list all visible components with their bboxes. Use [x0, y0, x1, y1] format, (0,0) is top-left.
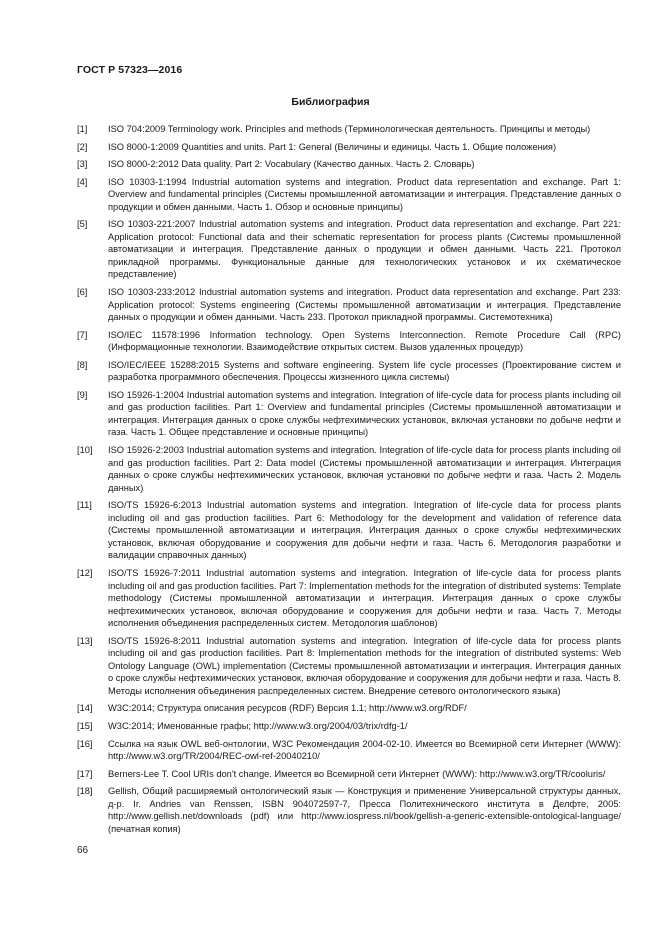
reference-number: [3]: [77, 159, 88, 170]
reference-number: [11]: [77, 500, 92, 511]
reference-entry: [77, 702, 621, 715]
reference-number: [1]: [77, 124, 88, 134]
reference-text: ISO/IEC 11578:1996 Information technology. Open Systems Interconnection. Remote Procedure Call (RPC) (Информационные технологии. Взаимодействие открытых систем. Вызов удаленных процедур): [108, 329, 621, 353]
reference-number: [5]: [77, 219, 88, 230]
reference-text: ISO 15926-1:2004 Industrial automation systems and integration. Integration of life-cycle data for process plants including oil and gas production facilities. Part 1: Overview and fundamental principles (Системы промышленной автоматизации и интеграция. Интеграция данных о сроке службы нефтехимических установок, включая установки по добыче нефти и газа. Часть 1. Общее представление и основные принципы): [108, 389, 621, 438]
reference-number: [13]: [77, 635, 93, 646]
reference-number: [9]: [77, 389, 88, 400]
reference-text: ISO 8000-1:2009 Quantities and units. Part 1: General (Величины и единицы. Часть 1. Общие положения): [108, 141, 557, 152]
reference-text: ISO 10303-221:2007 Industrial automation systems and integration. Product data representation and exchange. Part 221: Application protocol: Functional data and their schematic representation for process plants (Системы промышленной автоматизации и интеграция. Представление данных о продукции и обмен данными. Часть 221. Протокол прикладной программы. Функциональные данные для технологических установок и их схематическое представление): [108, 219, 621, 280]
reference-entry: [77, 567, 621, 630]
reference-text: Ссылка на язык OWL веб-онтологии, W3C Рекомендация 2004-02-10. Имеется во Всемирной сети Интернет (WWW): http://www.w3.org/TR/2004/REC-owl-ref-20040210/: [108, 738, 621, 762]
reference-entry: [77, 218, 621, 281]
reference-number: [14]: [77, 703, 93, 714]
reference-entry: [77, 635, 621, 698]
reference-text: ISO 10303-1:1994 Industrial automation systems and integration. Product data representation and exchange. Part 1: Overview and fundamental principles (Системы промышленной автоматизации и интеграция. Представление данных о продукции и обмен данными. Часть 1. Обзор и основные принципы): [108, 176, 621, 212]
section-title: Библиография: [291, 96, 370, 108]
reference-entry: [77, 785, 621, 835]
reference-entry: [77, 329, 621, 354]
reference-entry: [77, 738, 621, 763]
reference-number: [18]: [77, 786, 93, 797]
reference-text: Gellish, Общий расширяемый онтологический язык — Конструкция и применение Универсальной структуры данных, д-р. Ir. Andries van Renssen, ISBN 904072597-7, Пресса Политехнического института в Делфте, 2005: http://www.gellish.net/downloads (pdf) или http://www.iospress.nl/book/gellish-a-generic-extensible-ontological-language/ (печатная копия): [108, 786, 621, 834]
reference-text: ISO/TS 15926-7:2011 Industrial automation systems and integration. Integration of life-cycle data for process plants including oil and gas production facilities. Part 7: Implementation methods for the integration of distributed systems: Template methodology (Системы промышленной автоматизации и интеграция. Интеграция данных о сроке службы нефтехимических установок, включая оборудование и сооружения для добычи нефти и газа. Часть 7. Методы исполнения объединения распределенных систем. Методология шаблонов): [108, 567, 621, 629]
reference-entry: [77, 720, 621, 733]
reference-number: [8]: [77, 359, 88, 370]
reference-text: ISO/TS 15926-6:2013 Industrial automation systems and integration. Integration of life-cycle data for process plants including oil and gas production facilities. Part 6: Methodology for the development and validation of reference data (Системы промышленной автоматизации и интеграция. Интеграция данных о сроке службы нефтехимических установок, включая оборудование и сооружения для добычи нефти и газа. Часть 6. Методология разработки и валидации справочных данных): [108, 500, 621, 561]
reference-text: Berners-Lee T. Cool URIs don't change. Имеется во Всемирной сети Интернет (WWW): http://www.w3.org/TR/cooluris/: [108, 768, 606, 779]
reference-entry: [77, 444, 621, 494]
reference-text: ISO/IEC/IEEE 15288:2015 Systems and software engineering. System life cycle processes (Проектирование систем и разработка программного обеспечения. Процессы жизненного цикла системы): [108, 359, 621, 383]
reference-text: ISO 15926-2:2003 Industrial automation systems and integration. Integration of life-cycle data for process plants including oil and gas production facilities. Part 2: Data model (Системы промышленной автоматизации и интеграция. Интеграция данных о сроке службы нефтехимических установок, включая установки по добыче нефти и газа. Часть 2. Модель данных): [108, 445, 621, 493]
reference-number: [2]: [77, 141, 88, 152]
reference-entry: [77, 176, 621, 214]
reference-number: [15]: [77, 720, 93, 731]
reference-text: ISO 8000-2:2012 Data quality. Part 2: Vocabulary (Качество данных. Часть 2. Словарь): [108, 159, 475, 170]
reference-number: [4]: [77, 176, 88, 187]
reference-number: [6]: [77, 287, 88, 298]
reference-text: W3C:2014; Структура описания ресурсов (RDF) Версия 1.1; http://www.w3.org/RDF/: [108, 703, 467, 714]
reference-entry: [77, 286, 621, 324]
reference-number: [7]: [77, 329, 88, 340]
document-code: ГОСТ Р 57323—2016: [77, 64, 183, 76]
reference-entry: [77, 158, 621, 171]
reference-text: ISO/TS 15926-8:2011 Industrial automation systems and integration. Integration of life-cycle data for process plants including oil and gas production facilities. Part 8: Implementation methods for the integration of distributed systems: Web Ontology Language (OWL) implementation (Системы промышленной автоматизации и интеграция. Интеграция данных о сроке службы нефтехимических установок, включая оборудование и сооружения для добычи нефти и газа. Часть 8. Методы исполнения объединения распределенных систем. Внедрение сетевого онтологического языка): [108, 635, 621, 696]
reference-text: ISO 10303-233:2012 Industrial automation systems and integration. Product data representation and exchange. Part 233: Application protocol: Systems engineering (Системы промышленной автоматизации и интеграция. Представление данных о продукции и обмен данными. Часть 233. Протокол прикладной программы. Системотехника): [108, 287, 621, 323]
reference-entry: [77, 123, 621, 136]
reference-number: [10]: [77, 445, 93, 456]
reference-entry: [77, 389, 621, 439]
reference-text: ISO 704:2009 Terminology work. Principles and methods (Терминологическая деятельность. Принципы и методы): [108, 124, 591, 134]
reference-text: W3C:2014; Именованные графы; http://www.w3.org/2004/03/trix/rdfg-1/: [108, 720, 408, 731]
reference-number: [16]: [77, 738, 93, 749]
reference-entry: [77, 499, 621, 562]
reference-number: [12]: [77, 567, 93, 578]
reference-entry: [77, 359, 621, 384]
reference-entry: [77, 141, 621, 154]
page-number: 66: [77, 845, 89, 856]
reference-entry: [77, 768, 621, 781]
bibliography-list: [77, 123, 621, 840]
reference-number: [17]: [77, 768, 93, 779]
